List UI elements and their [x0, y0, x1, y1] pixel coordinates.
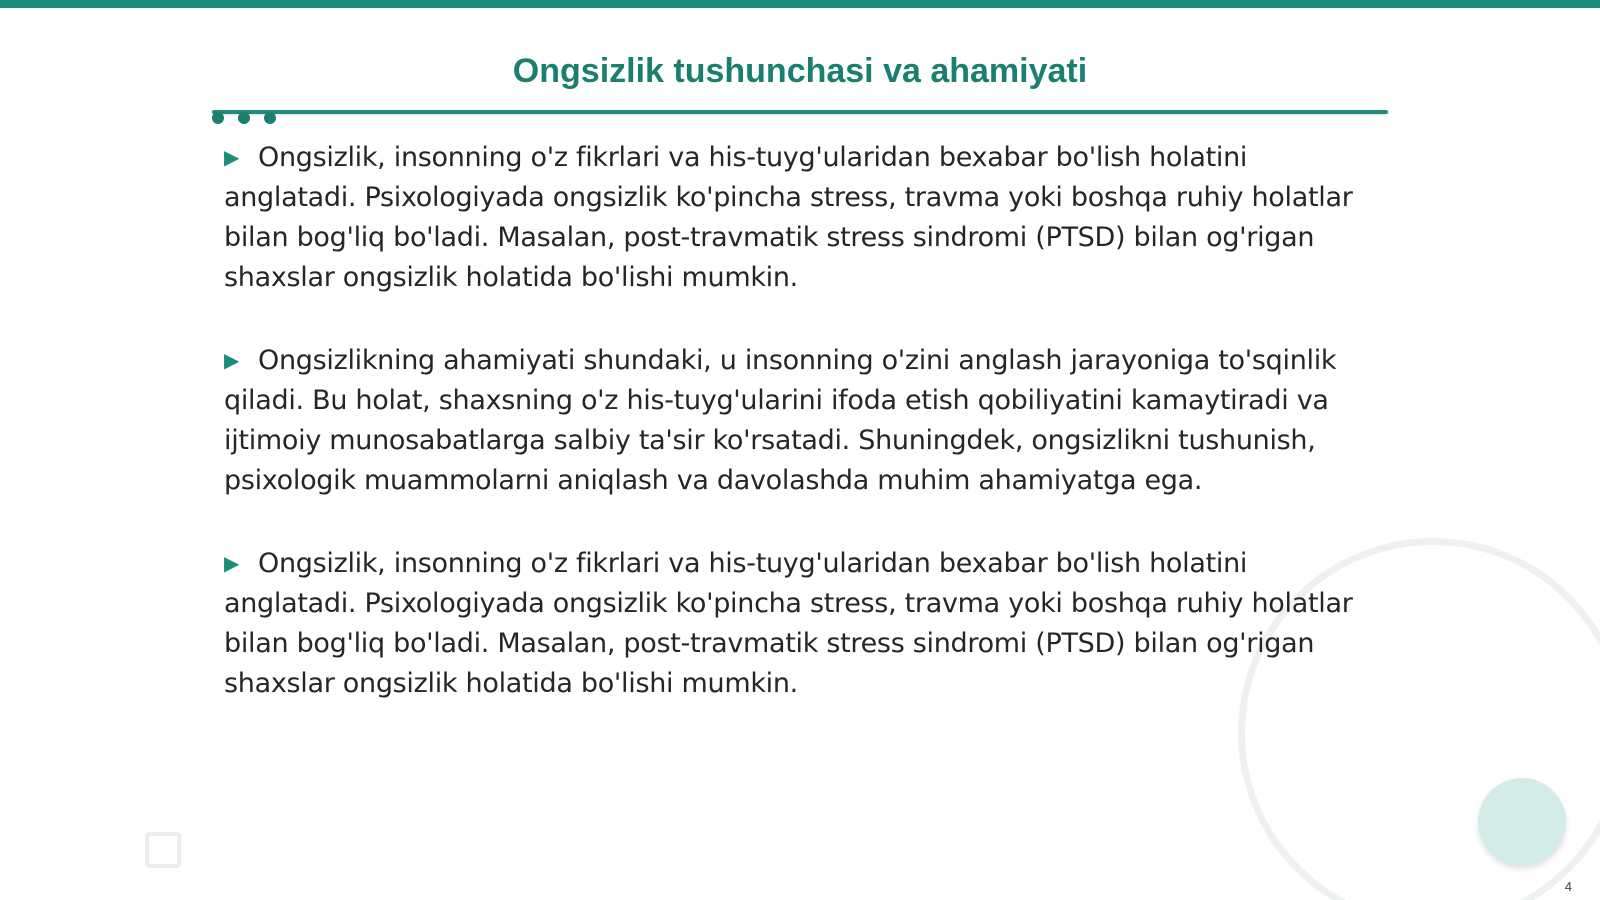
slide-body [224, 137, 1374, 746]
paragraph-text: Ongsizlikning ahamiyati shundaki, u insonning o'zini anglash jarayoniga to'sqinlik qiladi. Bu holat, shaxsning o'z his-tuyg'ularini ifoda etish qobiliyatini kamaytiradi va ijtimoiy munosabatlarga salbiy ta'sir ko'rsatadi. Shuningdek, ongsizlikni tushunish, psixologik muammolarni aniqlash va davolashda muhim ahamiyatga ega. [224, 345, 1337, 496]
page-number: 4 [1564, 879, 1572, 894]
triangle-bullet-icon: ▶ [224, 145, 240, 169]
triangle-bullet-icon: ▶ [224, 348, 240, 372]
triangle-bullet-icon: ▶ [224, 551, 240, 575]
underline-dot [238, 112, 250, 124]
bullet-paragraph [224, 340, 1374, 501]
paragraph-text: Ongsizlik, insonning o'z fikrlari va his-tuyg'ularidan bexabar bo'lish holatini anglatadi. Psixologiyada ongsizlik ko'pincha stress, travma yoki boshqa ruhiy holatlar bilan bog'liq bo'ladi. Masalan, post-travmatik stress sindromi (PTSD) bilan og'rigan shaxslar ongsizlik holatida bo'lishi mumkin. [224, 142, 1353, 293]
slide-title: Ongsizlik tushunchasi va ahamiyati [512, 52, 1088, 90]
bullet-paragraph [224, 137, 1374, 298]
underline-dot [264, 112, 276, 124]
top-accent-bar [0, 0, 1600, 8]
bullet-paragraph [224, 543, 1374, 704]
title-underline [212, 110, 1388, 114]
decorative-square [145, 832, 181, 868]
paragraph-text: Ongsizlik, insonning o'z fikrlari va his-tuyg'ularidan bexabar bo'lish holatini anglatadi. Psixologiyada ongsizlik ko'pincha stress, travma yoki boshqa ruhiy holatlar bilan bog'liq bo'ladi. Masalan, post-travmatik stress sindromi (PTSD) bilan og'rigan shaxslar ongsizlik holatida bo'lishi mumkin. [224, 548, 1353, 699]
underline-dot [212, 112, 224, 124]
decorative-circle [1478, 778, 1566, 866]
